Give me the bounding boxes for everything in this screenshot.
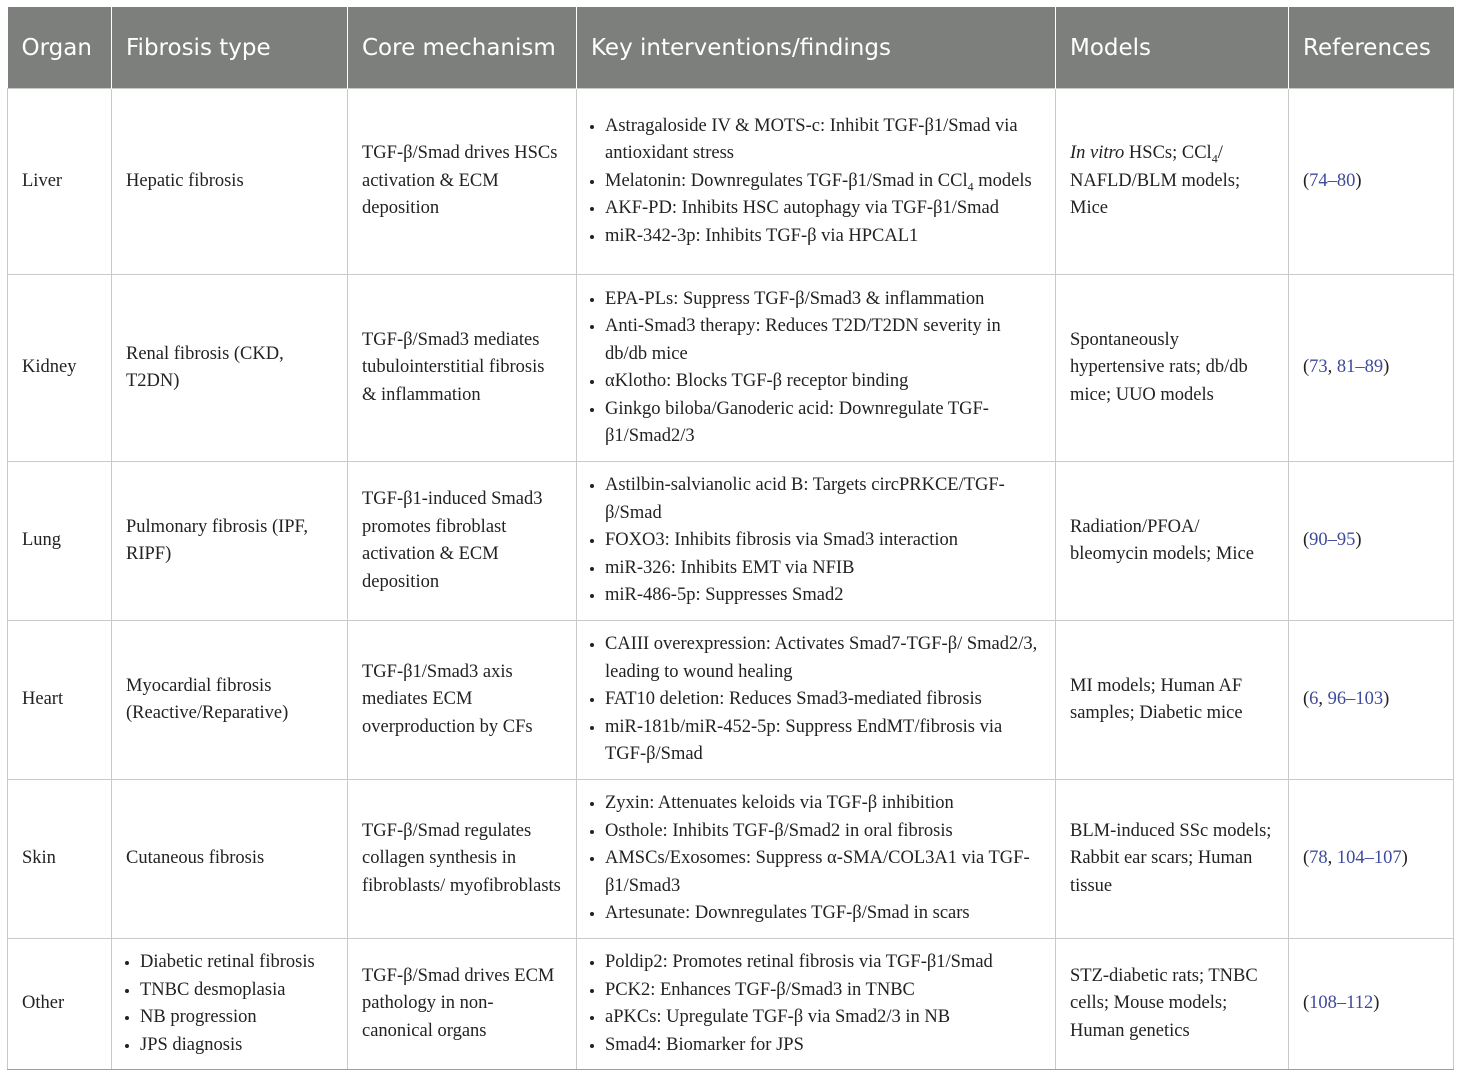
- references-cell: (78, 104–107): [1289, 780, 1454, 939]
- organ-cell: Heart: [8, 621, 112, 780]
- findings-list: [591, 790, 1041, 928]
- mechanism-cell: TGF-β/Smad3 mediates tubulointerstitial fibrosis & inflammation: [348, 275, 577, 462]
- references-cell: (74–80): [1289, 89, 1454, 275]
- table-row-skin: [8, 780, 1454, 939]
- fibrosis-table: [7, 7, 1454, 1070]
- findings-cell: [577, 275, 1056, 462]
- finding-item: • αKlotho: Blocks TGF-β receptor binding: [605, 368, 1041, 396]
- fibrosis-type-cell: Renal fibrosis (CKD, T2DN): [112, 275, 348, 462]
- header-row: [8, 7, 1454, 89]
- findings-cell: [577, 939, 1056, 1070]
- finding-item: • miR-326: Inhibits EMT via NFIB: [605, 555, 1041, 583]
- finding-item: • AMSCs/Exosomes: Suppress α-SMA/COL3A1 via TGF-β1/Smad3: [605, 845, 1041, 900]
- finding-item: • FOXO3: Inhibits fibrosis via Smad3 interaction: [605, 527, 1041, 555]
- findings-list: [591, 631, 1041, 769]
- mechanism-cell: TGF-β1-induced Smad3 promotes fibroblast activation & ECM deposition: [348, 462, 577, 621]
- mechanism-cell: TGF-β/Smad drives ECM pathology in non-canonical organs: [348, 939, 577, 1070]
- models-cell: In vitro HSCs; CCl$_4$/ NAFLD/BLM models; Mice: [1056, 89, 1289, 275]
- findings-cell: [577, 462, 1056, 621]
- finding-item: • PCK2: Enhances TGF-β/Smad3 in TNBC: [605, 977, 1041, 1005]
- findings-cell: [577, 780, 1056, 939]
- header-organ: Organ: [8, 7, 112, 89]
- finding-item: • EPA-PLs: Suppress TGF-β/Smad3 & inflammation: [605, 286, 1041, 314]
- references-cell: (6, 96–103): [1289, 621, 1454, 780]
- fibrosis-type-item: • TNBC desmoplasia: [140, 977, 333, 1005]
- finding-item: • AKF-PD: Inhibits HSC autophagy via TGF-β1/Smad: [605, 195, 1041, 223]
- organ-cell: Skin: [8, 780, 112, 939]
- reference-link[interactable]: 78: [1309, 848, 1328, 869]
- finding-item: • Artesunate: Downregulates TGF-β/Smad in scars: [605, 900, 1041, 928]
- finding-item: • Anti-Smad3 therapy: Reduces T2D/T2DN severity in db/db mice: [605, 313, 1041, 368]
- header-references: References: [1289, 7, 1454, 89]
- findings-list: [591, 949, 1041, 1059]
- findings-cell: [577, 621, 1056, 780]
- reference-link[interactable]: 108–112: [1309, 993, 1374, 1014]
- mechanism-cell: TGF-β/Smad drives HSCs activation & ECM deposition: [348, 89, 577, 275]
- header-fibrosis-type: Fibrosis type: [112, 7, 348, 89]
- references-cell: (73, 81–89): [1289, 275, 1454, 462]
- finding-item: • Poldip2: Promotes retinal fibrosis via TGF-β1/Smad: [605, 949, 1041, 977]
- fibrosis-type-cell: Pulmonary fibrosis (IPF, RIPF): [112, 462, 348, 621]
- finding-item: • Zyxin: Attenuates keloids via TGF-β inhibition: [605, 790, 1041, 818]
- header-models: Models: [1056, 7, 1289, 89]
- finding-item: • miR-342-3p: Inhibits TGF-β via HPCAL1: [605, 223, 1041, 251]
- organ-cell: Kidney: [8, 275, 112, 462]
- reference-link[interactable]: 81–89: [1336, 357, 1384, 378]
- finding-item: • Osthole: Inhibits TGF-β/Smad2 in oral fibrosis: [605, 818, 1041, 846]
- table-row-kidney: [8, 275, 1454, 462]
- fibrosis-type-item: • NB progression: [140, 1004, 333, 1032]
- models-cell: STZ-diabetic rats; TNBC cells; Mouse models; Human genetics: [1056, 939, 1289, 1070]
- organ-cell: Other: [8, 939, 112, 1070]
- finding-item: • miR-486-5p: Suppresses Smad2: [605, 582, 1041, 610]
- finding-item: • Astilbin-salvianolic acid B: Targets circPRKCE/TGF-β/Smad: [605, 472, 1041, 527]
- table-container: [7, 7, 1453, 1070]
- references-cell: (108–112): [1289, 939, 1454, 1070]
- findings-cell: [577, 89, 1056, 275]
- reference-link[interactable]: 104–107: [1336, 848, 1402, 869]
- organ-cell: Liver: [8, 89, 112, 275]
- fibrosis-type-cell: Cutaneous fibrosis: [112, 780, 348, 939]
- table-row-other: [8, 939, 1454, 1070]
- finding-item: • FAT10 deletion: Reduces Smad3-mediated fibrosis: [605, 686, 1041, 714]
- organ-cell: Lung: [8, 462, 112, 621]
- references-cell: (90–95): [1289, 462, 1454, 621]
- table-row-liver: [8, 89, 1454, 275]
- reference-link[interactable]: 74–80: [1309, 170, 1356, 191]
- findings-list: [591, 286, 1041, 451]
- models-cell: Radiation/PFOA/ bleomycin models; Mice: [1056, 462, 1289, 621]
- fibrosis-type-list: [126, 949, 333, 1059]
- fibrosis-type-cell: Myocardial fibrosis (Reactive/Reparative): [112, 621, 348, 780]
- finding-item: • Smad4: Biomarker for JPS: [605, 1032, 1041, 1060]
- header-core-mechanism: Core mechanism: [348, 7, 577, 89]
- finding-item: • aPKCs: Upregulate TGF-β via Smad2/3 in NB: [605, 1004, 1041, 1032]
- reference-link[interactable]: 90–95: [1309, 530, 1356, 551]
- reference-link[interactable]: 96–103: [1327, 689, 1384, 710]
- finding-item: • CAIII overexpression: Activates Smad7-TGF-β/ Smad2/3, leading to wound healing: [605, 631, 1041, 686]
- fibrosis-type-item: • Diabetic retinal fibrosis: [140, 949, 333, 977]
- mechanism-cell: TGF-β1/Smad3 axis mediates ECM overproduction by CFs: [348, 621, 577, 780]
- mechanism-cell: TGF-β/Smad regulates collagen synthesis in fibroblasts/ myofibroblasts: [348, 780, 577, 939]
- finding-item: • miR-181b/miR-452-5p: Suppress EndMT/fibrosis via TGF-β/Smad: [605, 714, 1041, 769]
- reference-link[interactable]: 73: [1309, 357, 1328, 378]
- models-cell: BLM-induced SSc models; Rabbit ear scars; Human tissue: [1056, 780, 1289, 939]
- fibrosis-type-cell: [112, 939, 348, 1070]
- finding-item: • Ginkgo biloba/Ganoderic acid: Downregulate TGF-β1/Smad2/3: [605, 396, 1041, 451]
- fibrosis-type-cell: Hepatic fibrosis: [112, 89, 348, 275]
- header-key-interventions: Key interventions/findings: [577, 7, 1056, 89]
- findings-list: [591, 472, 1041, 610]
- finding-item: • Melatonin: Downregulates TGF-β1/Smad in CCl$_4$ models: [605, 168, 1041, 196]
- fibrosis-type-item: • JPS diagnosis: [140, 1032, 333, 1060]
- models-cell: MI models; Human AF samples; Diabetic mice: [1056, 621, 1289, 780]
- finding-item: • Astragaloside IV & MOTS-c: Inhibit TGF-β1/Smad via antioxidant stress: [605, 113, 1041, 168]
- table-row-lung: [8, 462, 1454, 621]
- reference-link[interactable]: 6: [1309, 689, 1319, 710]
- table-row-heart: [8, 621, 1454, 780]
- models-cell: Spontaneously hypertensive rats; db/db mice; UUO models: [1056, 275, 1289, 462]
- findings-list: [591, 113, 1041, 251]
